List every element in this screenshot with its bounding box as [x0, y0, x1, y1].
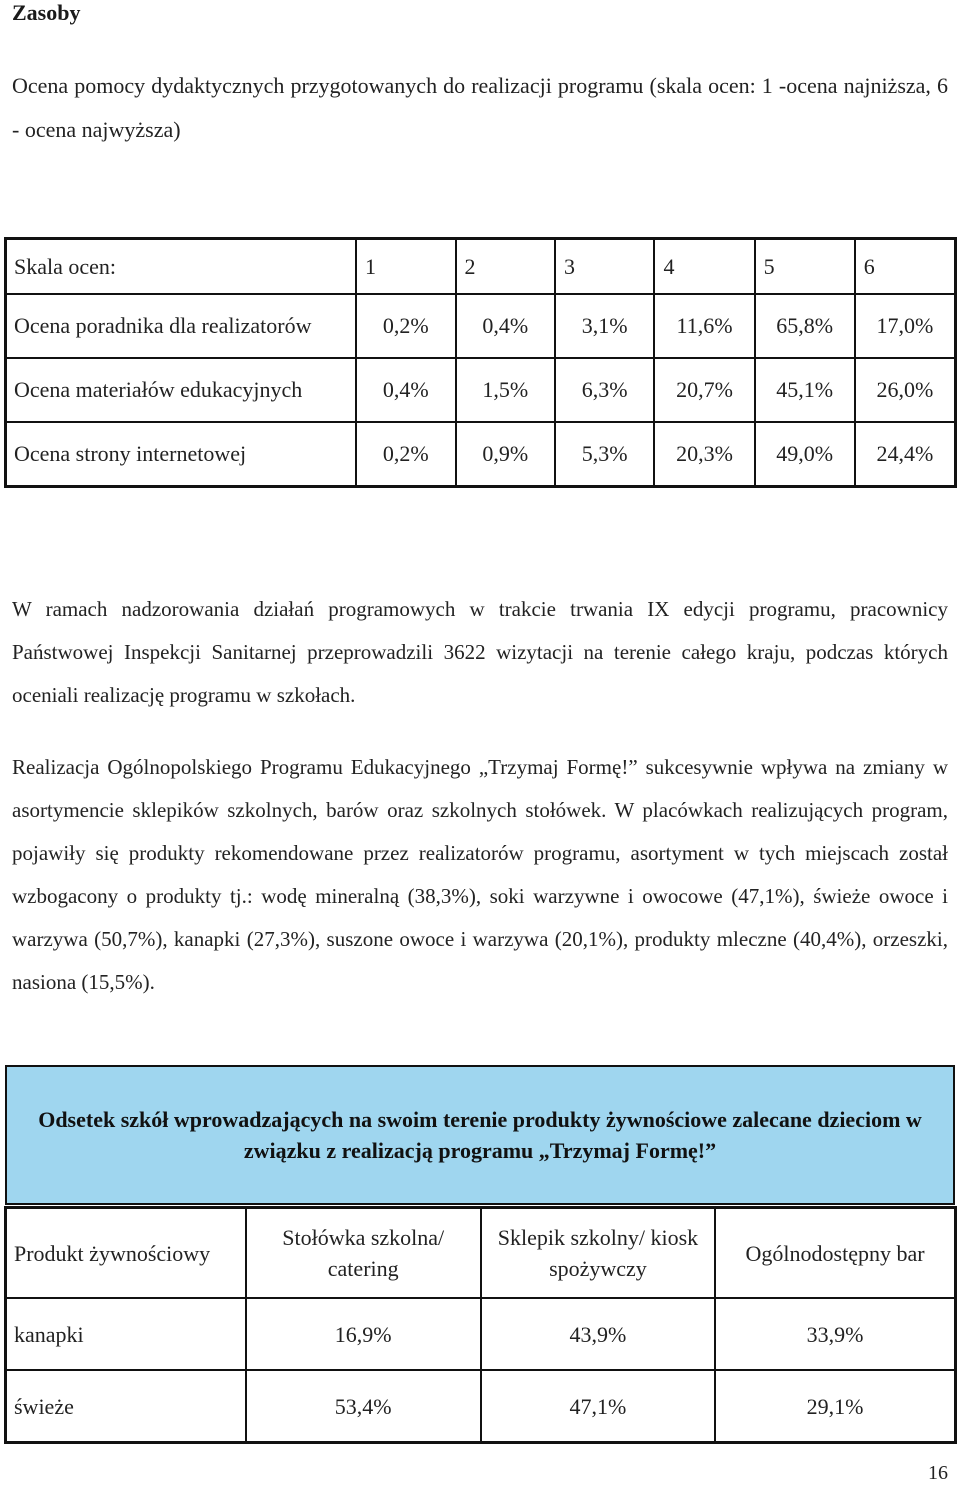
table-cell: 24,4% — [855, 422, 956, 487]
table-cell: 0,2% — [356, 422, 455, 487]
table-cell: 16,9% — [246, 1298, 481, 1370]
row-label: Ocena poradnika dla realizatorów — [6, 294, 357, 358]
paragraph-inspections: W ramach nadzorowania działań programowych w trakcie trwania IX edycji programu, pracownicy Państwowej Inspekcji Sanitarnej przeprowadzili 3622 wizytacji na terenie całego kraju, podczas których oceniali realizację programu w szkołach. — [12, 597, 948, 707]
table-header-row — [6, 239, 956, 295]
table-cell: 11,6% — [654, 294, 754, 358]
table-cell: 0,2% — [356, 294, 455, 358]
table-row — [6, 294, 956, 358]
table-row — [6, 358, 956, 422]
table-cell: 45,1% — [755, 358, 855, 422]
paragraph-assortment: Realizacja Ogólnopolskiego Programu Edukacyjnego „Trzymaj Formę!” sukcesywnie wpływa na zmiany w asortymencie sklepików szkolnych, barów oraz szkolnych stołówek. W placówkach realizujących program, pojawiły się produkty rekomendowane przez realizatorów programu, asortyment w tych miejscach został wzbogacony o produkty tj.: wodę mineralną (38,3%), soki warzywne i owocowe (47,1%), świeże owoce i warzywa (50,7%), kanapki (27,3%), suszone owoce i warzywa (20,1%), produkty mleczne (40,4%), orzeszki, nasiona (15,5%). — [12, 755, 948, 994]
scale-value: 2 — [456, 239, 555, 295]
table-cell: 49,0% — [755, 422, 855, 487]
table-cell: 20,3% — [654, 422, 754, 487]
table-cell: 3,1% — [555, 294, 654, 358]
table-cell: 17,0% — [855, 294, 956, 358]
table-cell: 47,1% — [481, 1370, 715, 1443]
row-label: świeże — [6, 1370, 246, 1443]
column-header: Stołówka szkolna/ catering — [246, 1208, 481, 1299]
scale-label: Skala ocen: — [6, 239, 357, 295]
table-cell: 0,4% — [356, 358, 455, 422]
page-number: 16 — [928, 1462, 948, 1484]
scale-value: 5 — [755, 239, 855, 295]
table-cell: 26,0% — [855, 358, 956, 422]
scale-value: 1 — [356, 239, 455, 295]
table-cell: 0,9% — [456, 422, 555, 487]
highlight-box — [5, 1065, 955, 1205]
table-row — [6, 422, 956, 487]
scale-value: 4 — [654, 239, 754, 295]
column-header: Ogólnodostępny bar — [715, 1208, 955, 1299]
column-header: Produkt żywnościowy — [6, 1208, 246, 1299]
ratings-table — [4, 237, 957, 488]
intro-text: Ocena pomocy dydaktycznych przygotowanych do realizacji programu (skala ocen: 1 -ocena najniższa, 6 - ocena najwyższa) — [12, 73, 948, 142]
table-header-row — [6, 1208, 956, 1299]
table-cell: 20,7% — [654, 358, 754, 422]
table-row — [6, 1370, 956, 1443]
row-label: Ocena strony internetowej — [6, 422, 357, 487]
scale-value: 6 — [855, 239, 956, 295]
section-heading: Zasoby — [12, 0, 81, 25]
table-cell: 33,9% — [715, 1298, 955, 1370]
row-label: Ocena materiałów edukacyjnych — [6, 358, 357, 422]
products-table — [4, 1206, 957, 1444]
table-cell: 43,9% — [481, 1298, 715, 1370]
row-label: kanapki — [6, 1298, 246, 1370]
table-cell: 5,3% — [555, 422, 654, 487]
table-cell: 53,4% — [246, 1370, 481, 1443]
table-cell: 65,8% — [755, 294, 855, 358]
box-title: Odsetek szkół wprowadzających na swoim terenie produkty żywnościowe zalecane dzieciom w związku z realizacją programu „Trzymaj Formę!” — [38, 1107, 922, 1163]
scale-value: 3 — [555, 239, 654, 295]
column-header: Sklepik szkolny/ kiosk spożywczy — [481, 1208, 715, 1299]
table-cell: 6,3% — [555, 358, 654, 422]
table-cell: 29,1% — [715, 1370, 955, 1443]
table-cell: 0,4% — [456, 294, 555, 358]
table-row — [6, 1298, 956, 1370]
table-cell: 1,5% — [456, 358, 555, 422]
